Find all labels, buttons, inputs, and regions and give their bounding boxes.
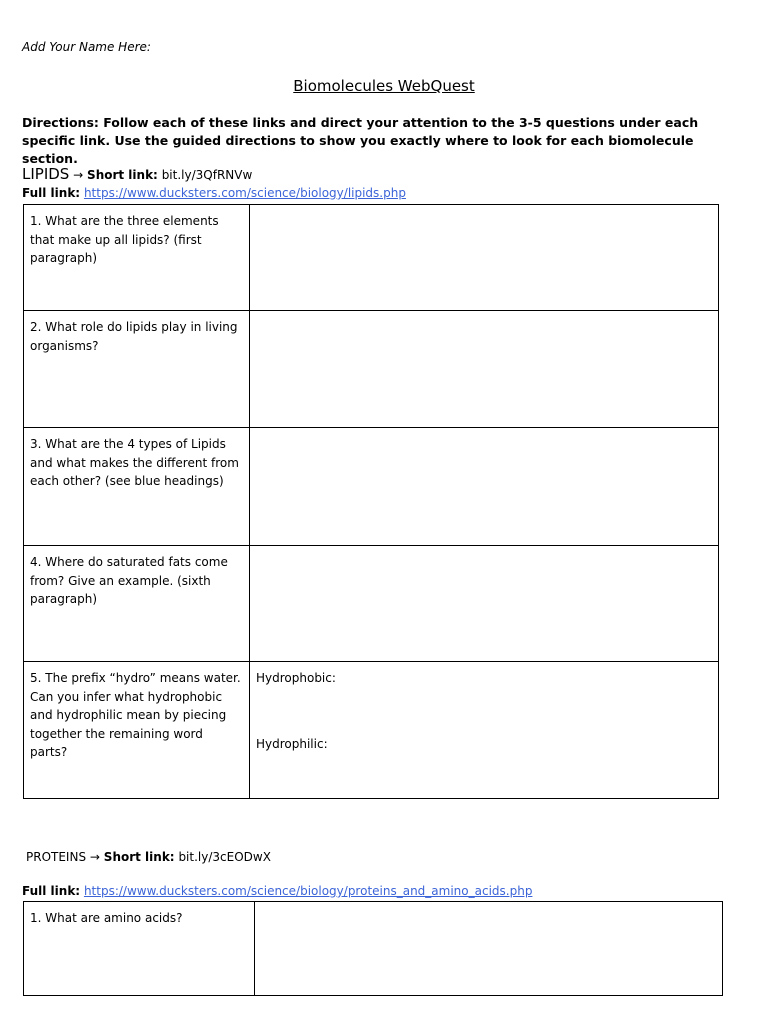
table-row bbox=[24, 546, 719, 662]
table-row bbox=[24, 902, 723, 996]
question-cell: 2. What role do lipids play in living organisms? bbox=[24, 311, 250, 428]
question-cell: 4. Where do saturated fats come from? Give an example. (sixth paragraph) bbox=[24, 546, 250, 662]
answer-cell[interactable] bbox=[250, 311, 719, 428]
table-row bbox=[24, 662, 719, 799]
answer-cell[interactable] bbox=[255, 902, 723, 996]
question-cell: 1. What are the three elements that make up all lipids? (first paragraph) bbox=[24, 205, 250, 311]
proteins-heading-line bbox=[26, 850, 271, 864]
lipids-heading-line bbox=[22, 165, 252, 183]
table-row bbox=[24, 205, 719, 311]
proteins-full-link-line bbox=[22, 884, 532, 898]
proteins-question-table bbox=[23, 901, 723, 996]
question-cell: 5. The prefix “hydro” means water. Can you infer what hydrophobic and hydrophilic mean by piecing together the remaining word parts? bbox=[24, 662, 250, 799]
arrow-icon: → bbox=[73, 168, 84, 182]
answer-cell[interactable] bbox=[250, 205, 719, 311]
name-prompt: Add Your Name Here: bbox=[22, 40, 151, 54]
lipids-short-link: bit.ly/3QfRNVw bbox=[161, 168, 253, 182]
short-link-label: Short link: bbox=[87, 168, 158, 182]
lipids-heading: LIPIDS bbox=[22, 165, 70, 183]
document-title: Biomolecules WebQuest bbox=[293, 77, 475, 95]
short-link-label: Short link: bbox=[103, 850, 175, 864]
answer-cell[interactable] bbox=[250, 428, 719, 546]
proteins-heading: PROTEINS bbox=[26, 850, 87, 864]
full-link-label: Full link: bbox=[22, 884, 81, 898]
hydrophilic-label: Hydrophilic: bbox=[256, 736, 328, 751]
table-row bbox=[24, 311, 719, 428]
answer-cell[interactable] bbox=[250, 546, 719, 662]
answer-cell[interactable] bbox=[250, 662, 719, 799]
proteins-short-link: bit.ly/3cEODwX bbox=[178, 850, 271, 864]
full-link-label: Full link: bbox=[22, 186, 81, 200]
arrow-icon: → bbox=[89, 850, 100, 864]
table-row bbox=[24, 428, 719, 546]
lipids-full-link[interactable]: https://www.ducksters.com/science/biology/lipids.php bbox=[83, 186, 406, 200]
directions-text: Directions: Follow each of these links and direct your attention to the 3-5 questions under each specific link. Use the guided directions to show you exactly where to look for each biomolecule section. bbox=[22, 115, 699, 166]
question-cell: 1. What are amino acids? bbox=[24, 902, 255, 996]
lipids-question-table bbox=[23, 204, 719, 799]
lipids-full-link-line bbox=[22, 186, 406, 200]
hydrophobic-label: Hydrophobic: bbox=[256, 671, 336, 685]
proteins-full-link[interactable]: https://www.ducksters.com/science/biology/proteins_and_amino_acids.php bbox=[83, 884, 533, 898]
question-cell: 3. What are the 4 types of Lipids and what makes the different from each other? (see blue headings) bbox=[24, 428, 250, 546]
